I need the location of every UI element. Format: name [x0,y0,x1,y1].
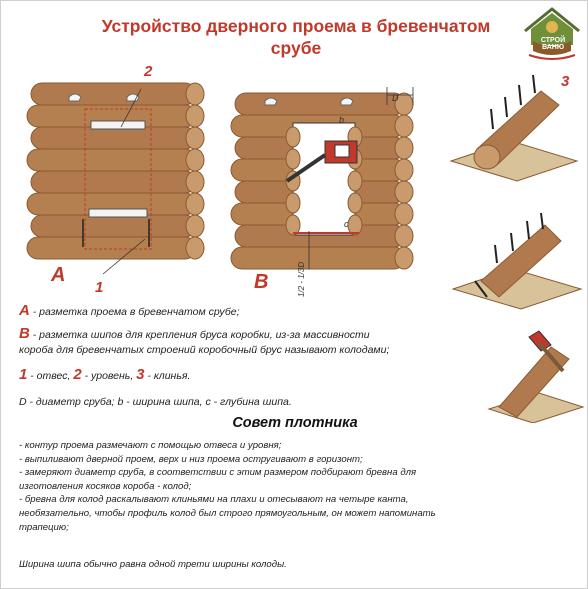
wedge-icon [541,213,543,229]
advice-item: - бревна для колод раскалывают клиньями на плахи и отесывают на четыре канта, [19,494,409,506]
figure-log-hewing [485,327,585,423]
wedge-icon [527,221,529,239]
legend-dimensions: D - диаметр сруба; b - ширина шипа, с - глубина шипа. [19,396,292,408]
advice-item: - замеряют диаметр сруба, в соответствии с этим размером подбирают бревна для [19,467,417,479]
label-3: 3 [561,73,570,90]
advice-item: - выпиливают дверной проем, верх и низ проема остругивают в горизонт; [19,453,363,465]
label-a: А [51,264,66,286]
advice-item: трапецию; [19,521,69,533]
legend-1-key: 1 [19,366,28,383]
advice-item: изготовления косяков короба - колод; [19,480,192,492]
label-b-width: b [339,115,345,125]
hand-left-icon [69,94,81,101]
legend-b-text-1: - разметка шипов для крепления бруса коробки, из-за массивности [29,329,370,341]
advice-note: Ширина шипа обычно равна одной трети ширины колоды. [19,559,287,570]
advice-list [19,439,559,534]
legend-2-text: - уровень, [81,370,137,382]
hand-right-icon [127,94,139,101]
hand-left-icon [265,98,277,105]
figure-a-log-wall [23,69,208,284]
legend-a-text: - разметка проема в бревенчатом срубе; [29,306,240,318]
label-1: 1 [95,279,104,296]
label-2: 2 [144,63,153,80]
advice-title: Совет плотника [232,415,358,431]
advice-item: необязательно, чтобы профиль колод был строго прямоугольным, он может напоминать [19,507,436,519]
figure-log-splitting-2 [447,211,587,311]
wedge-icon [495,245,497,263]
wedge-icon-3 [519,85,521,105]
legend-2-key: 2 [73,366,82,383]
figure-b-opening-wall [227,85,419,295]
axe-head-icon [529,331,551,351]
legend-b-key: В [19,325,30,342]
wedge-icon-2 [505,97,507,117]
legend-3-text: - клинья. [144,370,191,382]
page-title [61,15,531,59]
logo-badge-icon [521,5,583,63]
log-end [474,145,500,169]
legend-a-key: А [19,302,30,319]
label-b: B [254,271,269,293]
wedge-icon-1 [491,109,493,129]
advice-item: - контур проема размечают с помощью отвеса и уровня; [19,440,282,451]
legend-1-text: - отвес, [27,370,74,382]
label-half-d: 1/2 - 1/3D [297,261,306,297]
label-d: D [392,93,399,103]
level-tool-bottom-icon [89,209,147,217]
legend-numbers [19,367,190,384]
level-tool-top-icon [91,121,145,129]
logo-text: СТРОЙ БАНЮ [540,37,566,51]
chainsaw-handle-icon [335,145,349,157]
legend-b [19,326,389,358]
wedge-icon-4 [533,75,535,93]
legend-a [19,303,240,320]
label-c-depth: c [344,219,349,229]
title-line-2: срубе [270,38,322,58]
legend-3-key: 3 [136,366,145,383]
title-line-1: Устройство дверного проема в бревенчатом [101,16,491,36]
wedge-icon [511,233,513,251]
legend-b-text-2: короба для бревенчатых строений коробочный брус называют колодами; [19,344,390,356]
hand-right-icon [341,98,353,105]
